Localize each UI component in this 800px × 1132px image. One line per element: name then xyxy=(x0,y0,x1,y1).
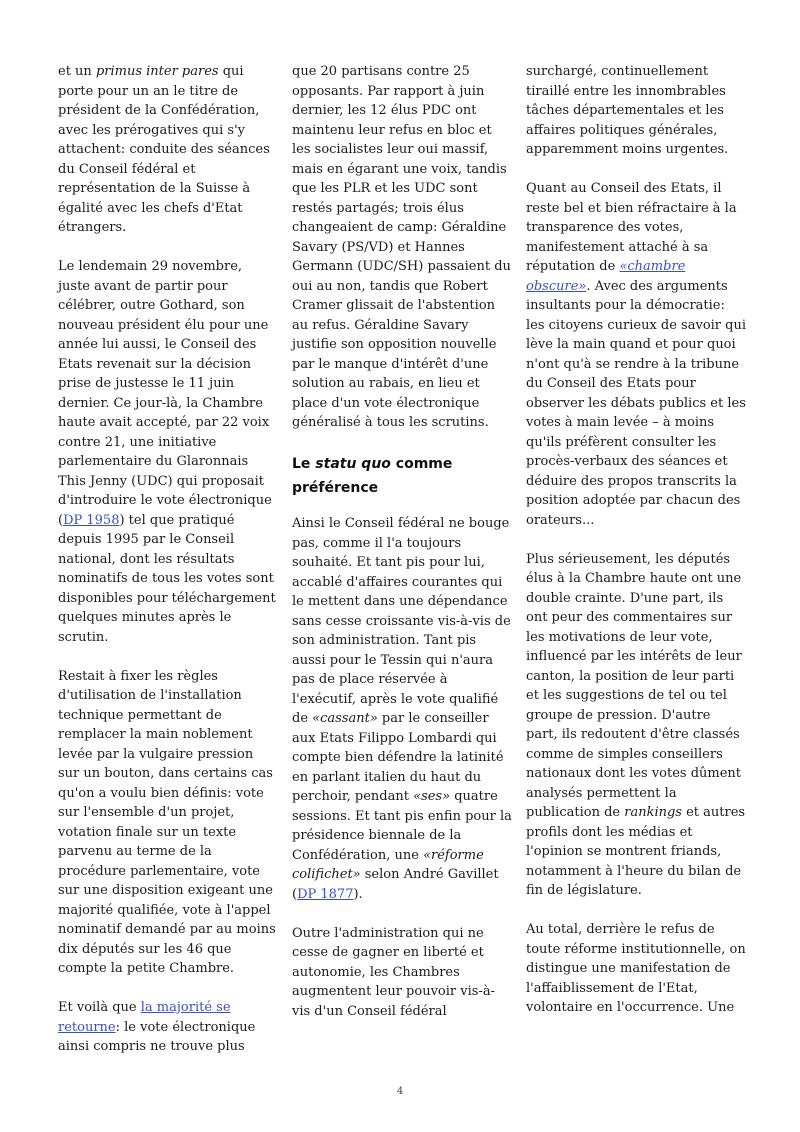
link-dp-1958[interactable]: DP 1958 xyxy=(63,512,120,528)
text-column-2 xyxy=(292,62,512,1021)
paragraph: Quant au Conseil des Etats, il reste bel et bien réfractaire à la transparence des votes, manifestement attaché à sa réputation de «chambre obscure». Avec des arguments insultants pour la démocratie: les citoyens curieux de savoir qui lève la main quand et pour quoi n'ont qu'à se rendre à la tribune du Conseil des Etats pour observer les débats publics et les votes à main levée – à moins qu'ils préfèrent consulter les procès-verbaux des séances et déduire des propos transcrits la position adoptée par chacun des orateurs... xyxy=(526,181,747,528)
link-chambre-obscure[interactable]: «chambre obscure» xyxy=(526,259,686,294)
page-number: 4 xyxy=(396,1086,404,1097)
paragraph: que 20 partisans contre 25 opposants. Par rapport à juin dernier, les 12 élus PDC ont maintenu leur refus en bloc et les socialistes leur oui massif, mais en égarant une voix, tandis que les PLR et les UDC sont restés partagés; trois élus changeaient de camp: Géraldine Savary (PS/VD) et Hannes Germann (UDC/SH) passaient du oui au non, tandis que Robert Cramer glissait de l'abstention au refus. Géraldine Savary justifie son opposition nouvelle par le manque d'intérêt d'une solution au rabais, en lieu et place d'un vote électronique généralisé à tous les scrutins. xyxy=(292,64,511,430)
paragraph: Au total, derrière le refus de toute réforme institutionnelle, on distingue une manifestation de l'affaiblissement de l'Etat, volontaire en l'occurrence. Une xyxy=(526,922,746,1015)
text-column-3 xyxy=(526,62,746,1018)
paragraph: Outre l'administration qui ne cesse de gagner en liberté et autonomie, les Chambres augmentent leur pouvoir vis-à-vis d'un Conseil fédéral xyxy=(292,925,495,1019)
paragraph: Ainsi le Conseil fédéral ne bouge pas, comme il l'a toujours souhaité. Et tant pis pour lui, accablé d'affaires courantes qui le mettent dans une dépendance sans cesse croissante vis-à-vis de son administration. Tant pis aussi pour le Tessin qui n'aura pas de place réservée à l'exécutif, après le vote qualifié de «cassant» par le conseiller aux Etats Filippo Lombardi qui compte bien défendre la latinité en parlant italien du haut du perchoir, pendant «ses» quatre sessions. Et tant pis enfin pour la présidence biennale de la Confédération, une «réforme colifichet» selon André Gavillet (DP 1877). xyxy=(292,516,512,902)
paragraph: surchargé, continuellement tiraillé entre les innombrables tâches départementales et les affaires politiques générales, apparemment moins urgentes. xyxy=(526,64,729,157)
paragraph: Restait à fixer les règles d'utilisation de l'installation technique permettant de remplacer la main noblement levée par la vulgaire pression sur un bouton, dans certains cas qu'on a voulu bien définis: vote sur l'ensemble d'un projet, votation finale sur un texte parvenu au terme de la procédure parlementaire, vote sur une disposition exigeant une majorité qualifiée, vote à l'appel nominatif demandé par au moins dix députés sur les 46 que compte la petite Chambre. xyxy=(58,668,276,976)
paragraph: Plus sérieusement, les députés élus à la Chambre haute ont une double crainte. D'une part, ils ont peur des commentaires sur les motivations de leur vote, influencé par les intérêts de leur canton, la position de leur parti et les suggestions de tel ou tel groupe de pression. D'autre part, ils redoutent d'être classés comme de simples conseillers nationaux dont les votes dûment analysés permettent la publication de rankings et autres profils dont les médias et l'opinion se montrent friands, notamment à l'heure du bilan de fin de législature. xyxy=(526,551,746,898)
paragraph: et un primus inter pares qui porte pour un an le titre de président de la Confédération, avec les prérogatives qui s'y attachent: conduite des séances du Conseil fédéral et représentation de la Suisse à égalité avec les chefs d'Etat étrangers. xyxy=(58,64,270,235)
paragraph: Et voilà que la majorité se retourne: le vote électronique ainsi compris ne trouve plus xyxy=(58,1000,256,1054)
link-dp-1877[interactable]: DP 1877 xyxy=(297,886,354,902)
paragraph: Le lendemain 29 novembre, juste avant de partir pour célébrer, outre Gothard, son nouveau président élu pour une année lui aussi, le Conseil des Etats revenait sur la décision prise de justesse le 11 juin dernier. Ce jour-là, la Chambre haute avait accepté, par 22 voix contre 21, une initiative parlementaire du Glaronnais This Jenny (UDC) qui proposait d'introduire le vote électronique (DP 1958) tel que pratiqué depuis 1995 par le Conseil national, dont les résultats nominatifs de tous les votes sont disponibles pour téléchargement quelques minutes après le scrutin. xyxy=(58,259,276,645)
section-heading: Le statu quo comme préférence xyxy=(292,456,453,496)
italic-phrase: primus inter pares xyxy=(95,64,219,79)
link-majorite-se-retourne[interactable]: la majorité se retourne xyxy=(58,1000,231,1035)
text-column-1 xyxy=(58,62,278,1057)
